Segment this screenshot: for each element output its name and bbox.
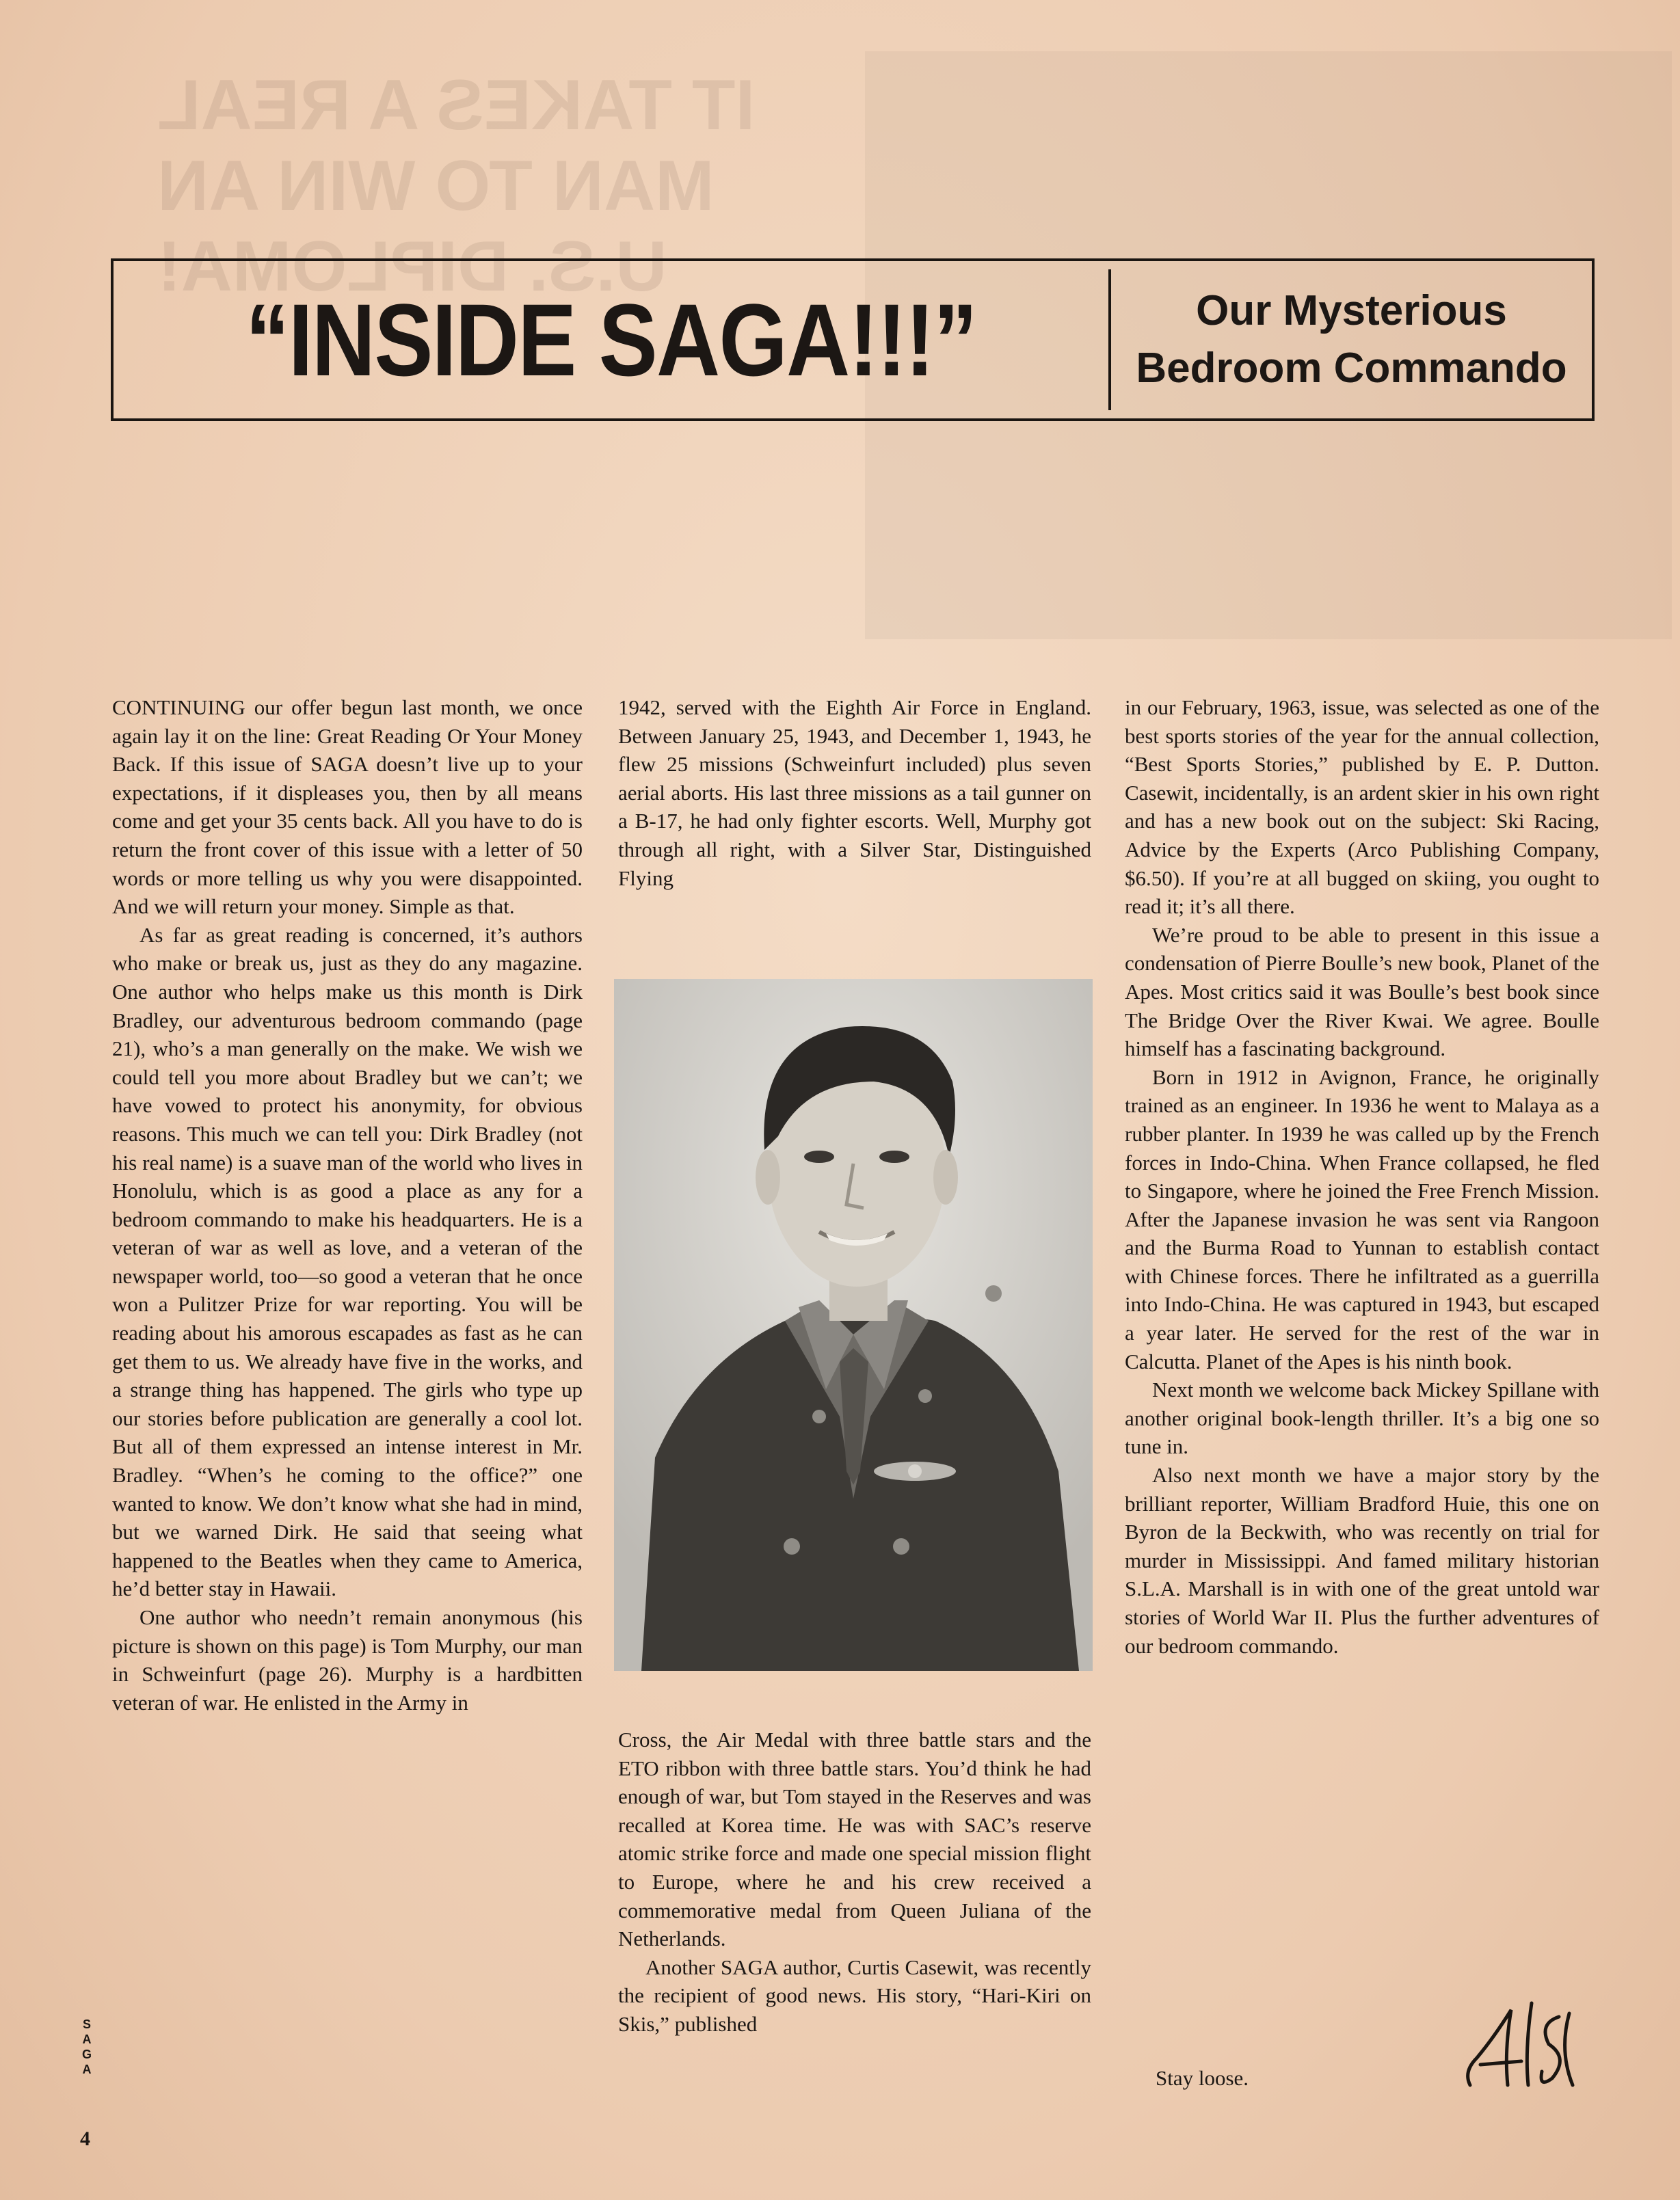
side-label-saga: SAGA	[82, 2017, 92, 2076]
sign-off: Stay loose.	[1156, 2066, 1249, 2090]
paragraph: Next month we welcome back Mickey Spillane with another original book-length thriller. It’s a big one so tune in.	[1125, 1378, 1599, 1459]
signature-scrawl	[1456, 1996, 1607, 2099]
paragraph: CONTINUING our offer begun last month, we once again lay it on the line: Great Reading Or Your Money Back. If this issue of SAGA doesn’t live up to your expectations, if it displeases you, then by all means come and get your 35 cents back. All you have to do is return the front cover of this issue with a letter of 50 words or more telling us why you were disappointed. And we will return your money. Simple as that.	[112, 695, 583, 919]
paragraph: 1942, served with the Eighth Air Force in England. Between January 25, 1943, and December 1, 1943, he flew 25 missions (Schweinfurt included) plus seven aerial aborts. His last three missions as a tail gunner on a B-17, he had only fighter escorts. Well, Murphy got through all right, with a Silver Star, Distinguished Flying	[618, 695, 1091, 890]
header-subtitle-line2: Bedroom Commando	[1136, 345, 1567, 392]
bleed-through-headline: IT TAKES A REAL MAN TO WIN AN U.S. DIPLOMA!	[157, 66, 756, 306]
article-column-1	[112, 693, 583, 1717]
paragraph: Cross, the Air Medal with three battle stars and the ETO ribbon with three battle stars. You’d think he had enough of war, but Tom stayed in the Reserves and was recalled at Korea time. He was with SAC’s reserve atomic strike force and made one special mission flight to Europe, where he and his crew received a commemorative medal from Queen Juliana of the Netherlands.	[618, 1728, 1091, 1951]
article-column-3	[1125, 693, 1599, 1660]
header-subtitle	[1111, 261, 1592, 418]
paragraph: Another SAGA author, Curtis Casewit, was recently the recipient of good news. His story, “Hari-Kiri on Skis,” published	[618, 1955, 1091, 2036]
paragraph: Also next month we have a major story by the brilliant reporter, William Bradford Huie, this one on Byron de la Beckwith, who was recently on trial for murder in Mississippi. And famed military historian S.L.A. Marshall is in with one of the great untold war stories of World War II. Plus the further adventures of our bedroom commando.	[1125, 1463, 1599, 1658]
header-title-area	[114, 261, 1108, 418]
page-number: 4	[80, 2128, 90, 2150]
article-column-2-bottom	[618, 1726, 1091, 2039]
column-header-box	[111, 258, 1595, 421]
article-column-2-top	[618, 693, 1091, 892]
paragraph: in our February, 1963, issue, was selected as one of the best sports stories of the year for the annual collection, “Best Sports Stories,” published by E. P. Dutton. Casewit, incidentally, is an ardent skier in his own right and has a new book out on the subject: Ski Racing, Advice by the Experts (Arco Publishing Company, $6.50). If you’re at all bugged on skiing, you ought to read it; it’s all there.	[1125, 695, 1599, 919]
header-subtitle-line1: Our Mysterious	[1196, 287, 1507, 334]
paragraph: One author who needn’t remain anonymous (his picture is shown on this page) is Tom Murphy, our man in Schweinfurt (page 26). Murphy is a hardbitten veteran of war. He enlisted in the Army in	[112, 1605, 583, 1715]
author-portrait-photo	[614, 979, 1093, 1671]
paragraph: We’re proud to be able to present in this issue a condensation of Pierre Boulle’s new book, Planet of the Apes. Most critics said it was Boulle’s best book since The Bridge Over the River Kwai. We agree. Boulle himself has a fascinating background.	[1125, 922, 1599, 1061]
paragraph: As far as great reading is concerned, it’s authors who make or break us, just as they do any magazine. One author who helps make us this month is Dirk Bradley, our adventurous bedroom commando (page 21), who’s a man generally on the make. We wish we could tell you more about Bradley but we can’t; we have vowed to protect his anonymity, for obvious reasons. This much we can tell you: Dirk Bradley (not his real name) is a suave man of the world who lives in Honolulu, which is as good a place as any for a bedroom commando to make his headquarters. He is a veteran of war as well as love, and a veteran of the newspaper world, too—so good a veteran that he once won a Pulitzer Prize for war reporting. You will be reading about his amorous escapades as fast as he can get them to us. We already have five in the works, and a strange thing has happened. The girls who type up our stories before publication are generally a cool lot. But all of them expressed an intense interest in Mr. Bradley. “When’s he coming to the office?” one wanted to know. We don’t know what she had in mind, but we warned Dirk. He said that seeing what happened to the Beatles when they came to America, he’d better stay in Hawaii.	[112, 922, 583, 1601]
handwritten-signature	[1456, 1996, 1607, 2102]
portrait-illustration	[614, 979, 1093, 1671]
header-title: “INSIDE SAGA!!!”	[245, 282, 976, 397]
paragraph: Born in 1912 in Avignon, France, he originally trained as an engineer. In 1936 he went to Malaya as a rubber planter. In 1939 he was called up by the French forces in Indo-China. When France collapsed, he fled to Singapore, where he joined the Free French Mission. After the Japanese invasion he was sent via Rangoon and the Burma Road to Yunnan to establish contact with Chinese forces. There he infiltrated as a guerrilla into Indo-China. He was captured in 1943, but escaped a year later. He served for the rest of the war in Calcutta. Planet of the Apes is his ninth book.	[1125, 1064, 1599, 1373]
